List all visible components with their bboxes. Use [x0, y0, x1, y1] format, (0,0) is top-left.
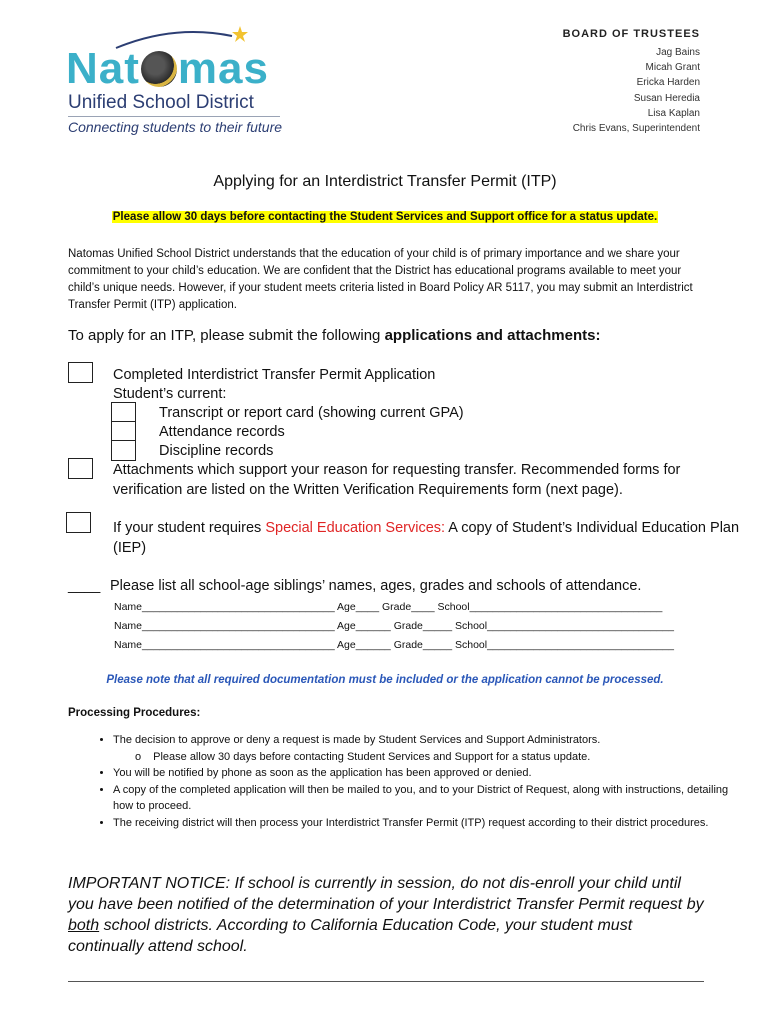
- logo-subtitle: Unified School District: [68, 92, 254, 113]
- board-title: BOARD OF TRUSTEES: [562, 28, 700, 40]
- board-member: Ericka Harden: [636, 77, 700, 89]
- status-notice: [0, 211, 770, 223]
- board-of-trustees: [563, 28, 700, 136]
- footer-divider: [68, 981, 704, 982]
- logo-wordmark: [66, 44, 269, 94]
- list-item: [113, 732, 743, 765]
- checkbox-attendance[interactable]: [111, 421, 136, 442]
- document-title: Applying for an Interdistrict Transfer Permit (ITP): [213, 173, 557, 190]
- important-underlined: both: [68, 917, 100, 934]
- item-application: Completed Interdistrict Transfer Permit Application: [113, 367, 436, 383]
- item-transcript: Transcript or report card (showing current GPA): [159, 405, 464, 421]
- item-attendance: Attendance records: [159, 424, 285, 440]
- logo-divider: [68, 116, 280, 117]
- logo-word-end: mas: [177, 44, 269, 93]
- list-item: o Please allow 30 days before contacting Student Services and Support for a status update.: [135, 749, 743, 766]
- list-item: • The receiving district will then process your Interdistrict Transfer Permit (ITP) request according to their district procedures.: [113, 815, 743, 832]
- apply-heading-text: To apply for an ITP, please submit the following: [68, 327, 385, 344]
- intro-paragraph: Natomas Unified School District understands that the education of your child is of primary importance and we share your commitment to your child’s education. We are confident that the District has educational programs available to meet your child’s unique needs. However, if your student meets criteria listed in Board Policy AR 5117, you may submit an Interdistrict Transfer Permit (ITP) application.: [68, 248, 693, 311]
- logo-tagline: Connecting students to their future: [68, 119, 283, 135]
- item-attachments-cont: verification are listed on the Written Verification Requirements form (next page).: [113, 482, 623, 498]
- sped-text-cont: A copy of Student’s Individual Education Plan: [445, 520, 740, 536]
- sped-text: If your student requires: [113, 520, 266, 536]
- item-attachments: Attachments which support your reason for requesting transfer. Recommended forms for: [113, 462, 681, 478]
- item-discipline: Discipline records: [159, 443, 274, 459]
- logo-word-start: Nat: [66, 44, 140, 93]
- checkbox-transcript[interactable]: [111, 402, 136, 423]
- globe-icon: [141, 51, 177, 87]
- list-item: • A copy of the completed application will then be mailed to you, and to your District of Request, along with instructions, detailing how to proceed.: [113, 782, 743, 815]
- checkbox-discipline[interactable]: [111, 440, 136, 461]
- apply-heading-bold: applications and attachments:: [384, 327, 601, 344]
- apply-heading: [68, 327, 600, 344]
- siblings-blank[interactable]: ____: [68, 578, 101, 594]
- item-students-current: Student’s current:: [113, 386, 227, 402]
- required-note: Please note that all required documentation must be included or the application cannot be processed.: [106, 674, 664, 686]
- important-notice: [68, 873, 708, 957]
- board-member: Jag Bains: [656, 47, 700, 58]
- item-special-education: [113, 519, 739, 538]
- checkbox-attachments[interactable]: [68, 458, 93, 479]
- processing-list: [68, 732, 743, 831]
- item-special-education-cont: (IEP): [113, 540, 147, 556]
- important-text: IMPORTANT NOTICE: If school is currently in session, do not dis-enroll your child until you have been notified of the determination of your Interdistrict Transfer Permit request by: [68, 875, 704, 913]
- important-text-cont: school districts. According to California Education Code, your student must continually attend school.: [68, 917, 633, 955]
- board-member: Susan Heredia: [633, 92, 700, 104]
- board-member: Micah Grant: [645, 62, 700, 74]
- sibling-row[interactable]: Name_________________________________ Age______ Grade_____ School________________________________: [114, 620, 674, 632]
- status-notice-text: Please allow 30 days before contacting the Student Services and Support office for a status update.: [112, 211, 658, 223]
- list-item: • You will be notified by phone as soon as the application has been approved or denied.: [113, 765, 743, 782]
- sibling-row[interactable]: Name_________________________________ Age______ Grade_____ School________________________________: [114, 639, 674, 651]
- item-siblings: Please list all school-age siblings’ names, ages, grades and schools of attendance.: [110, 578, 642, 594]
- sibling-row[interactable]: Name_________________________________ Age____ Grade____ School_________________________________: [114, 601, 663, 613]
- sped-highlight: Special Education Services:: [265, 520, 446, 536]
- board-member: Chris Evans, Superintendent: [572, 123, 700, 135]
- checkbox-special-education[interactable]: [66, 512, 91, 533]
- board-member: Lisa Kaplan: [647, 107, 700, 119]
- processing-heading: Processing Procedures:: [68, 707, 201, 719]
- checkbox-application[interactable]: [68, 362, 93, 383]
- list-item-text: The decision to approve or deny a request is made by Student Services and Support Administrators.: [113, 734, 601, 746]
